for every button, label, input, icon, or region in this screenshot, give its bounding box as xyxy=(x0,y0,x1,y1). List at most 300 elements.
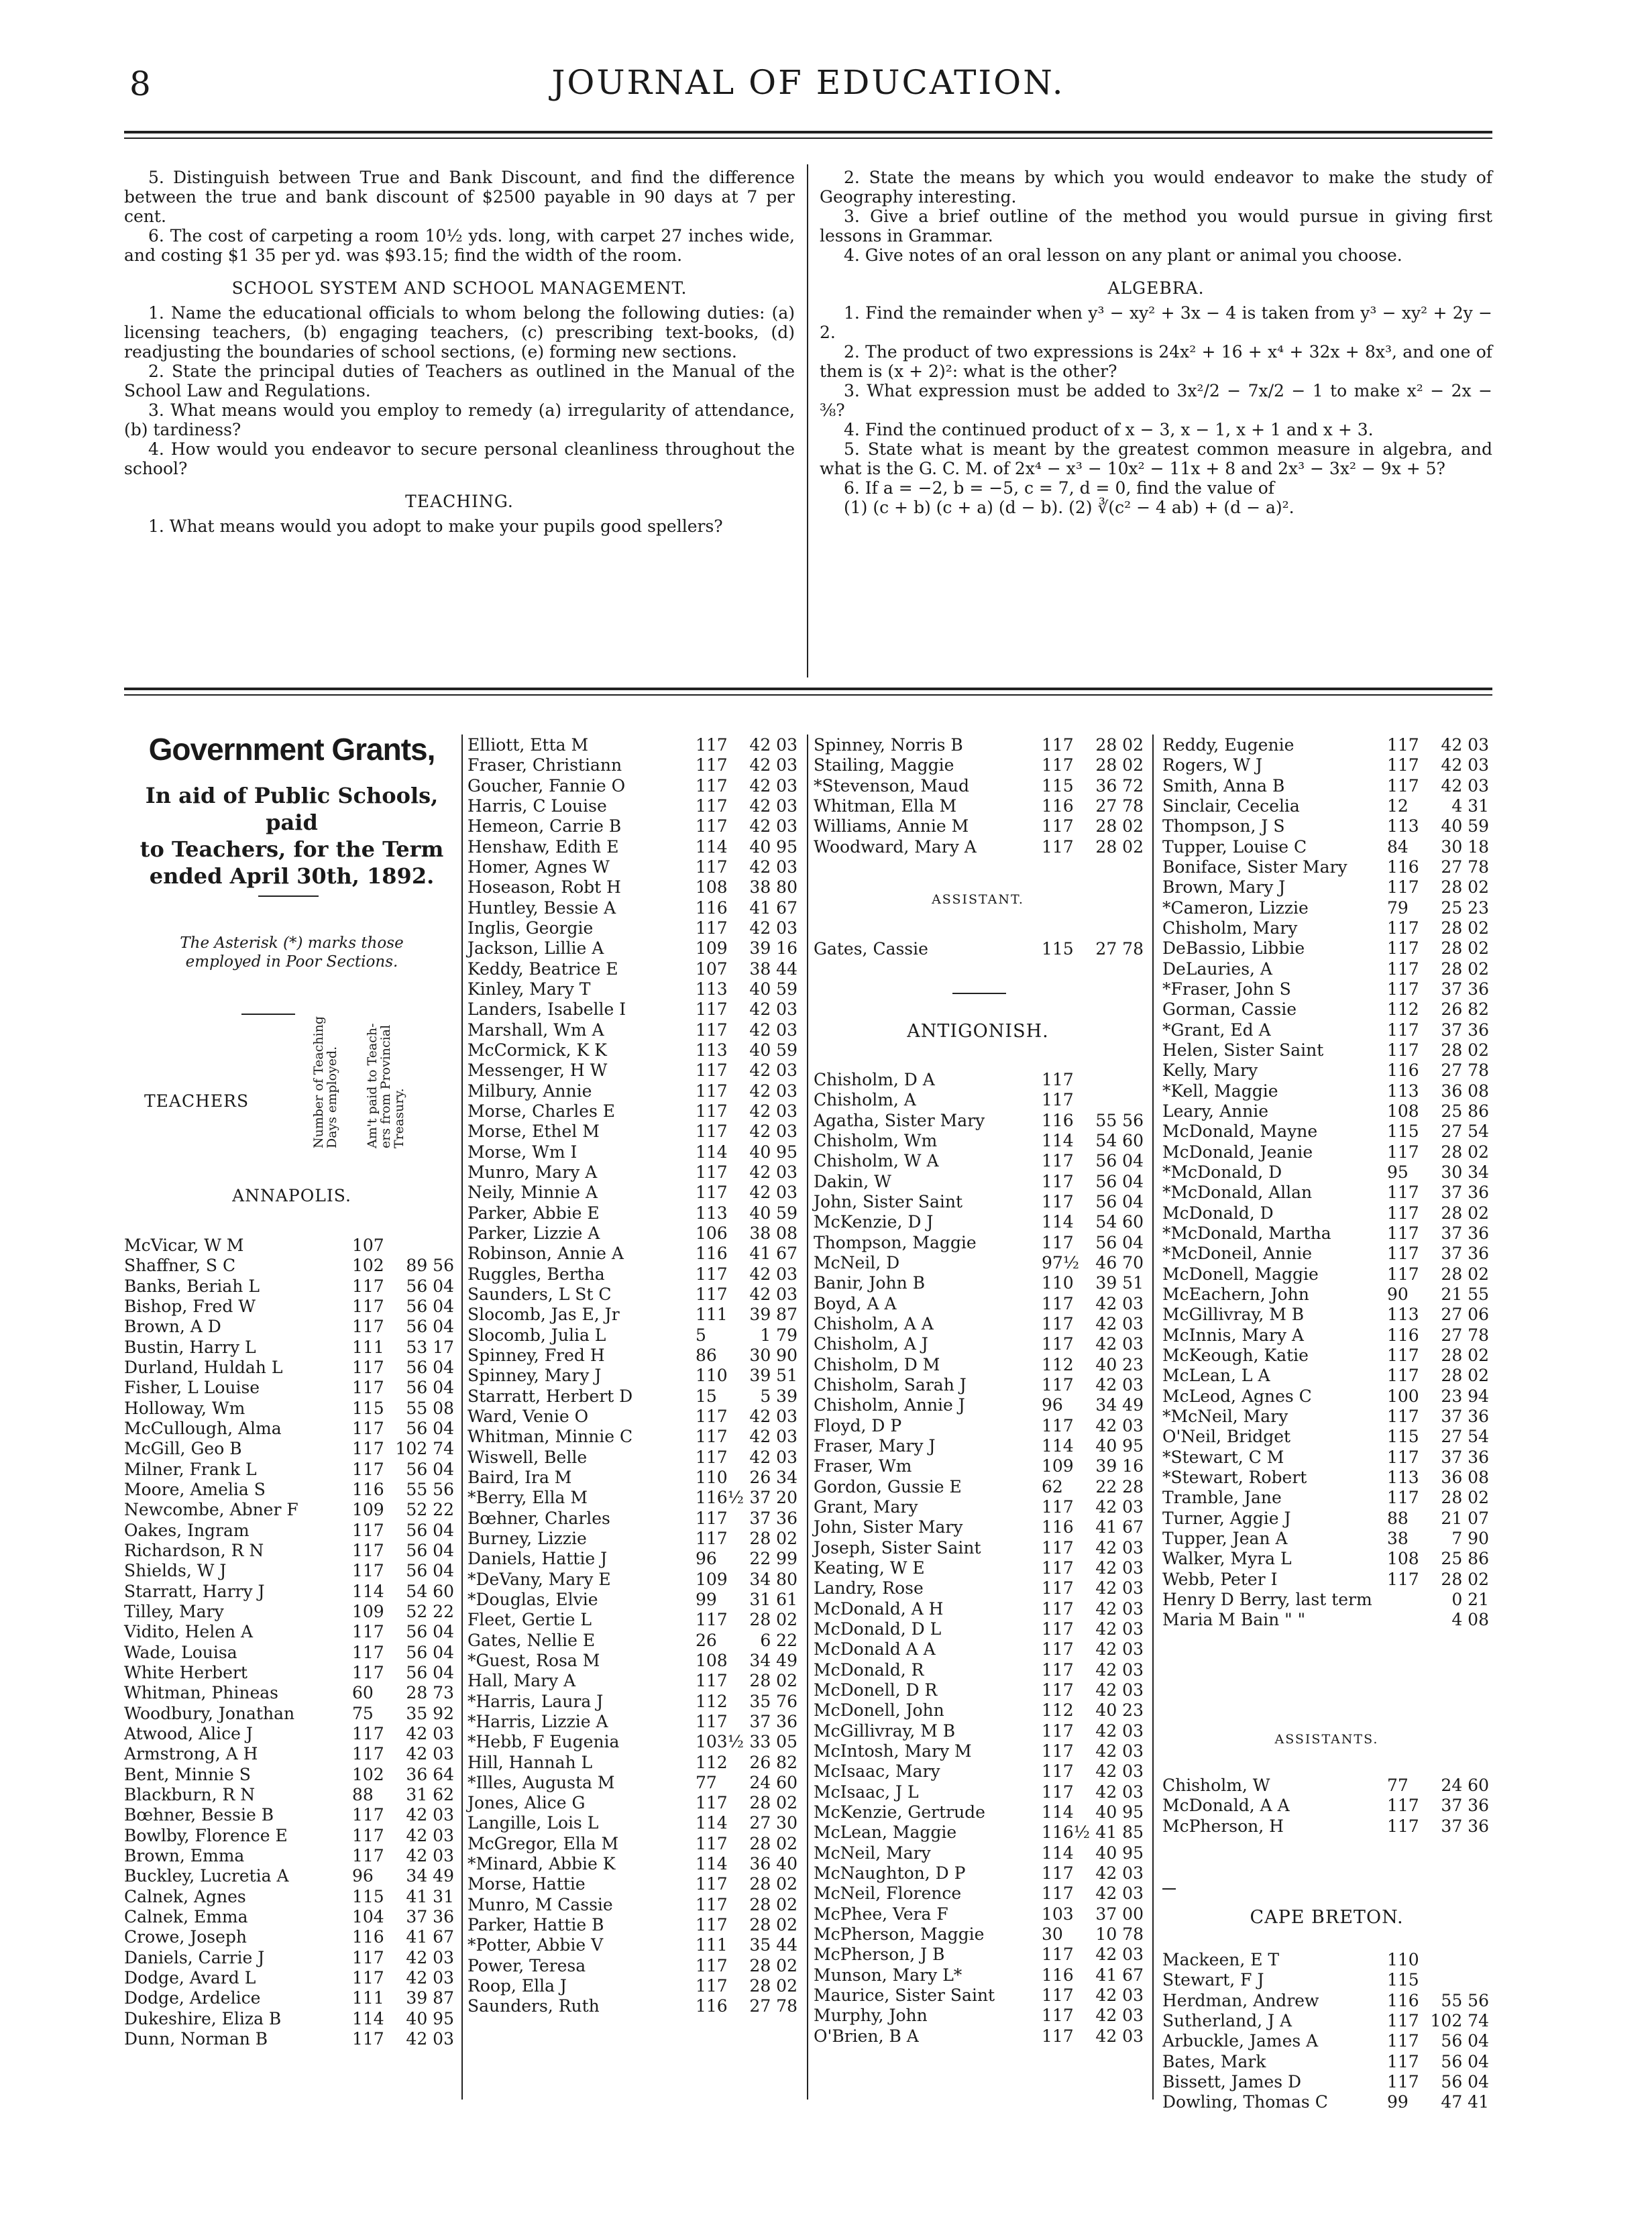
amount-paid: 55 56 xyxy=(406,1479,454,1499)
amount-paid: 42 03 xyxy=(749,1427,797,1447)
teacher-name: Maria M Bain " " xyxy=(1162,1610,1306,1630)
days-employed: 116 xyxy=(1387,1990,1419,2010)
algebra-question: 1. Find the remainder when y³ − xy² + 3x − 4 is taken from y³ − xy² + 2y − 2. xyxy=(820,303,1492,342)
days-employed: 117 xyxy=(696,1101,728,1121)
grant-row xyxy=(467,1509,800,1527)
amount-paid: 56 04 xyxy=(1441,2051,1489,2071)
teacher-name: Dodge, Ardelice xyxy=(124,1988,261,2008)
days-employed: 117 xyxy=(696,1833,728,1853)
grant-row xyxy=(467,959,800,977)
amount-paid: 42 03 xyxy=(1441,735,1489,755)
grant-row xyxy=(814,1477,1146,1495)
amount-paid: 42 03 xyxy=(406,1825,454,1845)
teacher-name: McDonell, John xyxy=(814,1700,944,1721)
teacher-name: Atwood, Alice J xyxy=(124,1723,253,1743)
amount-paid: 39 16 xyxy=(1095,1456,1144,1476)
teacher-name: Kelly, Mary xyxy=(1162,1060,1258,1081)
grant-row xyxy=(124,1907,456,1925)
days-employed: 117 xyxy=(696,1081,728,1101)
days-employed: 115 xyxy=(1387,1122,1419,1142)
teaching-question: 4. Give notes of an oral lesson on any plant or animal you choose. xyxy=(844,246,1402,265)
teacher-name: Dakin, W xyxy=(814,1171,891,1191)
teacher-name: Spinney, Norris B xyxy=(814,735,963,755)
amount-paid: 56 04 xyxy=(406,1317,454,1337)
days-employed: 110 xyxy=(696,1467,728,1487)
grant-row xyxy=(1162,1122,1491,1140)
days-employed: 117 xyxy=(696,1711,728,1731)
amount-paid: 56 04 xyxy=(406,1561,454,1581)
teacher-name: Mackeen, E T xyxy=(1162,1950,1280,1969)
grant-row xyxy=(1162,898,1491,916)
teacher-name: Chisholm, Mary xyxy=(1162,918,1298,938)
school-management-question: 2. State the principal duties of Teachers as outlined in the Manual of the School Law and Regulations. xyxy=(124,362,795,400)
days-employed: 117 xyxy=(1042,1232,1074,1252)
grant-row xyxy=(1162,1142,1491,1160)
teacher-name: *Hebb, F Eugenia xyxy=(467,1732,620,1752)
days-employed: 117 xyxy=(1387,1796,1419,1816)
days-employed: 26 xyxy=(696,1630,717,1650)
grant-row xyxy=(124,1561,456,1579)
teacher-name: McKenzie, Gertrude xyxy=(814,1802,985,1822)
days-employed: 117 xyxy=(1042,1639,1074,1659)
amount-paid: 37 36 xyxy=(1441,1796,1489,1816)
days-employed: 117 xyxy=(1042,1884,1074,1904)
teacher-name: McIntosh, Mary M xyxy=(814,1741,972,1761)
teacher-name: Banir, John B xyxy=(814,1273,926,1293)
amount-paid: 37 36 xyxy=(749,1711,797,1731)
days-employed: 117 xyxy=(1042,1293,1074,1313)
days-employed: 117 xyxy=(1387,877,1419,897)
amount-paid: 10 78 xyxy=(1095,1924,1144,1944)
teacher-name: *Fraser, John S xyxy=(1162,979,1291,999)
teacher-name: *Illes, Augusta M xyxy=(467,1772,615,1792)
teacher-name: Rogers, W J xyxy=(1162,755,1263,775)
teacher-name: *DeVany, Mary E xyxy=(467,1569,611,1589)
teacher-name: McVicar, W M xyxy=(124,1236,244,1255)
teacher-name: McPherson, Maggie xyxy=(814,1924,985,1944)
teacher-name: Leary, Annie xyxy=(1162,1101,1268,1121)
days-employed: 117 xyxy=(1387,2031,1419,2051)
amount-paid: 1 79 xyxy=(760,1325,797,1345)
grant-row xyxy=(814,1965,1146,1983)
teacher-name: *McDonald, Allan xyxy=(1162,1183,1313,1203)
amount-paid: 56 04 xyxy=(1095,1171,1144,1191)
teacher-name: *Berry, Ella M xyxy=(467,1488,588,1508)
teacher-name: Wade, Louisa xyxy=(124,1642,237,1662)
amount-paid: 35 44 xyxy=(749,1935,797,1955)
teaching-question: 1. What means would you adopt to make your pupils good spellers? xyxy=(148,516,723,536)
grant-row xyxy=(467,1223,800,1242)
teacher-name: Baird, Ira M xyxy=(467,1467,572,1487)
teacher-name: McDonald A A xyxy=(814,1639,936,1659)
days-employed: 109 xyxy=(352,1500,384,1520)
days-employed: 117 xyxy=(352,1561,384,1581)
grant-row xyxy=(124,1765,456,1783)
days-employed: 117 xyxy=(1042,1578,1074,1598)
amount-paid: 55 56 xyxy=(1095,1110,1144,1130)
grant-row xyxy=(467,1895,800,1913)
grant-row xyxy=(814,2006,1146,2024)
amount-paid: 56 04 xyxy=(1095,1191,1144,1211)
grant-row xyxy=(814,1131,1146,1149)
grant-row xyxy=(1162,1816,1491,1835)
days-employed: 117 xyxy=(352,1967,384,1988)
days-employed: 116 xyxy=(1387,1325,1419,1345)
grant-row xyxy=(814,1700,1146,1719)
amount-paid: 55 08 xyxy=(406,1398,454,1418)
amount-paid: 28 02 xyxy=(1441,1345,1489,1365)
grant-row xyxy=(1162,918,1491,936)
days-employed: 117 xyxy=(696,1671,728,1691)
teacher-name: *Guest, Rosa M xyxy=(467,1650,600,1670)
grant-row xyxy=(1162,816,1491,834)
teacher-name: Gordon, Gussie E xyxy=(814,1476,962,1497)
teaching-question: 3. Give a brief outline of the method you would pursue in giving first lessons in Grammar. xyxy=(820,207,1492,246)
teacher-name: McCormick, K K xyxy=(467,1040,607,1060)
teacher-name: Tupper, Louise C xyxy=(1162,836,1307,857)
grant-row xyxy=(814,837,1146,855)
teacher-name: *McDoneil, Annie xyxy=(1162,1244,1313,1264)
days-employed: 117 xyxy=(1042,1537,1074,1558)
grant-row xyxy=(1162,1183,1491,1201)
amount-paid: 28 02 xyxy=(1441,877,1489,897)
teacher-name: McNaughton, D P xyxy=(814,1863,966,1883)
grant-row xyxy=(124,1643,456,1661)
days-employed: 116 xyxy=(1042,1965,1074,1985)
teacher-name: Crowe, Joseph xyxy=(124,1927,247,1947)
days-employed: 117 xyxy=(352,1418,384,1438)
teacher-name: *Potter, Abbie V xyxy=(467,1935,604,1955)
grant-row xyxy=(467,837,800,855)
days-employed: 102 xyxy=(352,1764,384,1784)
teacher-name: Ruggles, Bertha xyxy=(467,1264,605,1284)
teacher-name: Stailing, Maggie xyxy=(814,755,954,775)
grant-row xyxy=(1162,1305,1491,1323)
amount-paid: 39 87 xyxy=(406,1988,454,2008)
grant-row xyxy=(124,1785,456,1803)
amount-paid: 27 06 xyxy=(1441,1305,1489,1325)
amount-paid: 28 02 xyxy=(749,1874,797,1894)
teacher-name: *Harris, Laura J xyxy=(467,1691,604,1711)
days-employed: 117 xyxy=(1387,775,1419,796)
grant-row xyxy=(467,1081,800,1099)
amount-paid: 28 02 xyxy=(1441,938,1489,959)
teacher-name: Webb, Peter I xyxy=(1162,1569,1278,1589)
days-employed: 115 xyxy=(1387,1970,1419,1990)
days-employed: 77 xyxy=(696,1772,717,1792)
amount-paid: 7 90 xyxy=(1451,1528,1489,1548)
amount-paid: 27 78 xyxy=(1441,1325,1489,1345)
amount-paid: 42 03 xyxy=(1095,1558,1144,1578)
days-employed: 117 xyxy=(1387,1569,1419,1589)
amount-paid: 42 03 xyxy=(1095,1782,1144,1802)
amount-paid: 6 22 xyxy=(760,1630,797,1650)
teacher-name: Hemeon, Carrie B xyxy=(467,816,622,836)
days-employed: 117 xyxy=(1042,836,1074,857)
grant-row xyxy=(124,1744,456,1762)
days-employed: 114 xyxy=(352,1581,384,1601)
teacher-name: Agatha, Sister Mary xyxy=(814,1110,985,1130)
teacher-name: Chisholm, W A xyxy=(814,1151,939,1171)
teacher-name: Fraser, Mary J xyxy=(814,1435,936,1456)
amount-paid: 4 31 xyxy=(1451,796,1489,816)
days-employed: 117 xyxy=(1042,1191,1074,1211)
amount-paid: 28 02 xyxy=(1441,1264,1489,1284)
teacher-name: McPherson, J B xyxy=(814,1945,945,1965)
algebra-question: 4. Find the continued product of x − 3, x − 1, x + 1 and x + 3. xyxy=(844,420,1374,439)
days-employed: 116½ xyxy=(696,1488,744,1508)
teacher-name: Armstrong, A H xyxy=(124,1744,258,1764)
teacher-name: Keating, W E xyxy=(814,1558,925,1578)
days-employed: 117 xyxy=(1042,1374,1074,1395)
teacher-name: Messenger, H W xyxy=(467,1060,608,1081)
grant-row xyxy=(124,1582,456,1600)
days-employed: 114 xyxy=(352,2008,384,2028)
days-employed: 116 xyxy=(1042,796,1074,816)
grant-row xyxy=(124,1805,456,1823)
amount-paid: 42 03 xyxy=(1095,1863,1144,1883)
days-employed: 117 xyxy=(696,857,728,877)
amount-paid: 56 04 xyxy=(406,1276,454,1296)
grant-row xyxy=(467,755,800,773)
amount-paid: 40 95 xyxy=(406,2008,454,2028)
teacher-name: Fleet, Gertie L xyxy=(467,1610,592,1630)
grant-row xyxy=(1162,2011,1491,2029)
days-employed: 84 xyxy=(1387,836,1409,857)
amount-paid: 42 03 xyxy=(749,1162,797,1182)
grant-row xyxy=(814,1294,1146,1312)
algebra-question: 3. What expression must be added to 3x²/2 − 7x/2 − 1 to make x² − 2x − ⅜? xyxy=(820,381,1492,420)
amount-paid: 42 03 xyxy=(749,1020,797,1040)
days-employed: 108 xyxy=(696,1650,728,1670)
amount-paid: 42 03 xyxy=(749,918,797,938)
grant-row xyxy=(124,1968,456,1986)
teacher-name: Brown, A D xyxy=(124,1317,221,1337)
teacher-name: Parker, Lizzie A xyxy=(467,1223,600,1243)
days-employed: 115 xyxy=(352,1398,384,1418)
grant-row xyxy=(467,1813,800,1831)
days-employed: 117 xyxy=(696,1447,728,1467)
days-employed: 116½ xyxy=(1042,1822,1090,1843)
amount-paid: 36 40 xyxy=(749,1854,797,1874)
days-employed: 117 xyxy=(696,1508,728,1528)
grant-row xyxy=(467,1570,800,1588)
days-employed: 117 xyxy=(1387,1345,1419,1365)
grant-row xyxy=(467,1549,800,1567)
days-employed: 110 xyxy=(1042,1273,1074,1293)
teacher-name: Bœhner, Charles xyxy=(467,1508,610,1528)
teacher-name: Slocomb, Jas E, Jr xyxy=(467,1305,620,1325)
amount-paid: 42 03 xyxy=(749,1081,797,1101)
amount-paid: 27 54 xyxy=(1441,1427,1489,1447)
teacher-name: McDonald, R xyxy=(814,1659,924,1680)
days-employed: 117 xyxy=(696,1528,728,1548)
days-employed: 30 xyxy=(1042,1924,1063,1944)
days-employed: 77 xyxy=(1387,1776,1409,1795)
grant-row xyxy=(467,796,800,814)
teacher-name: Whitman, Ella M xyxy=(814,796,957,816)
teacher-name: Power, Teresa xyxy=(467,1955,586,1975)
grant-row xyxy=(124,1948,456,1966)
teacher-name: Morse, Hattie xyxy=(467,1874,586,1894)
amount-paid: 42 03 xyxy=(1095,1639,1144,1659)
teacher-name: Daniels, Hattie J xyxy=(467,1549,608,1569)
days-employed: 117 xyxy=(696,1284,728,1304)
amount-paid: 28 02 xyxy=(749,1955,797,1975)
teacher-name: Morse, Ethel M xyxy=(467,1122,600,1142)
teacher-name: Slocomb, Julia L xyxy=(467,1325,606,1345)
teaching-heading: TEACHING. xyxy=(405,492,514,511)
days-employed: 117 xyxy=(1387,938,1419,959)
days-employed: 109 xyxy=(1042,1456,1074,1476)
days-employed: 117 xyxy=(696,816,728,836)
amount-paid: 37 36 xyxy=(1441,979,1489,999)
days-employed: 111 xyxy=(696,1935,728,1955)
grant-row xyxy=(124,1704,456,1722)
grant-row xyxy=(124,1480,456,1498)
grant-row xyxy=(467,1325,800,1344)
grant-row xyxy=(124,1826,456,1844)
grant-row xyxy=(814,1884,1146,1902)
days-employed: 115 xyxy=(1042,939,1074,959)
teacher-name: Parker, Abbie E xyxy=(467,1203,600,1223)
teacher-name: DeBassio, Libbie xyxy=(1162,938,1305,959)
days-employed: 86 xyxy=(696,1345,717,1365)
teacher-name: Brown, Mary J xyxy=(1162,877,1286,897)
teacher-name: *Kell, Maggie xyxy=(1162,1081,1278,1101)
teacher-name: Thompson, Maggie xyxy=(814,1232,977,1252)
teacher-name: Sutherland, J A xyxy=(1162,2010,1292,2030)
teacher-name: Henry D Berry, last term xyxy=(1162,1589,1372,1609)
days-employed: 117 xyxy=(352,1723,384,1743)
grant-row xyxy=(467,1976,800,1994)
grant-row xyxy=(814,1172,1146,1190)
days-employed: 103 xyxy=(1042,1904,1074,1924)
teacher-name: McIsaac, J L xyxy=(814,1782,919,1802)
grant-row xyxy=(1162,1970,1491,1988)
teacher-name: O'Brien, B A xyxy=(814,2026,919,2046)
amount-paid: 28 02 xyxy=(1095,735,1144,755)
teacher-name: Arbuckle, James A xyxy=(1162,2031,1319,2051)
days-employed: 117 xyxy=(696,1793,728,1813)
grant-row xyxy=(1162,1366,1491,1384)
days-employed: 117 xyxy=(1042,1761,1074,1782)
grant-row xyxy=(814,1517,1146,1535)
days-employed: 117 xyxy=(1387,2051,1419,2071)
days-employed: 117 xyxy=(1042,1070,1074,1089)
grant-row xyxy=(1162,1162,1491,1181)
amount-paid: 37 00 xyxy=(1095,1904,1144,1924)
amount-paid: 42 03 xyxy=(406,1947,454,1967)
amount-paid: 54 60 xyxy=(1095,1130,1144,1150)
algebra-question: 2. The product of two expressions is 24x² + 16 + x⁴ + 32x + 8x³, and one of them is (x + 2)²: what is the other? xyxy=(820,342,1492,381)
amount-paid: 37 36 xyxy=(1441,1183,1489,1203)
teacher-name: Gates, Nellie E xyxy=(467,1630,596,1650)
teacher-name: Helen, Sister Saint xyxy=(1162,1040,1324,1060)
days-employed: 106 xyxy=(696,1223,728,1243)
teacher-name: McPhee, Vera F xyxy=(814,1904,948,1924)
days-employed: 5 xyxy=(696,1325,706,1345)
teacher-name: *Stevenson, Maud xyxy=(814,775,969,796)
teacher-name: Tupper, Jean A xyxy=(1162,1528,1288,1548)
days-employed: 113 xyxy=(1387,1081,1419,1101)
teaching-question: 2. State the means by which you would endeavor to make the study of Geography interesting. xyxy=(820,168,1492,207)
grant-row xyxy=(814,1761,1146,1780)
grant-row xyxy=(467,1162,800,1181)
amount-paid: 28 02 xyxy=(1441,959,1489,979)
amount-paid: 40 59 xyxy=(749,1203,797,1223)
days-employed: 117 xyxy=(696,1060,728,1081)
grant-row xyxy=(814,1192,1146,1210)
days-employed: 117 xyxy=(352,2028,384,2049)
days-employed: 117 xyxy=(352,1622,384,1642)
days-employed: 113 xyxy=(696,1040,728,1060)
grant-row xyxy=(814,1212,1146,1230)
teacher-name: Williams, Annie M xyxy=(814,816,969,836)
days-employed: 117 xyxy=(352,1520,384,1540)
teacher-name: Parker, Hattie B xyxy=(467,1915,604,1935)
amount-paid: 102 74 xyxy=(1430,2010,1489,2030)
amount-paid: 42 03 xyxy=(1441,755,1489,775)
days-employed: 117 xyxy=(696,1976,728,1996)
teacher-name: McGillivray, M B xyxy=(814,1721,956,1741)
grant-row xyxy=(814,1334,1146,1352)
days-employed: 117 xyxy=(352,1662,384,1682)
amount-paid: 24 60 xyxy=(1441,1776,1489,1795)
header-rule-thin xyxy=(124,138,1492,139)
amount-paid: 25 23 xyxy=(1441,897,1489,918)
teacher-name: *Stewart, C M xyxy=(1162,1447,1284,1467)
amount-paid: 42 03 xyxy=(406,1723,454,1743)
days-employed: 60 xyxy=(352,1683,374,1703)
days-employed: 112 xyxy=(696,1691,728,1711)
amount-paid: 56 04 xyxy=(1095,1232,1144,1252)
teacher-name: Keddy, Beatrice E xyxy=(467,959,618,979)
days-employed: 117 xyxy=(1387,1244,1419,1264)
grant-row xyxy=(124,1297,456,1315)
teacher-name: McInnis, Mary A xyxy=(1162,1325,1304,1345)
amount-paid: 42 03 xyxy=(1095,1985,1144,2005)
teacher-name: McEachern, John xyxy=(1162,1284,1309,1304)
school-management-question: 4. How would you endeavor to secure personal cleanliness throughout the school? xyxy=(124,439,795,478)
grant-row xyxy=(814,1436,1146,1454)
amount-paid: 40 95 xyxy=(749,1142,797,1162)
teacher-name: McKeough, Katie xyxy=(1162,1345,1309,1365)
days-employed: 115 xyxy=(1387,1427,1419,1447)
days-employed: 117 xyxy=(696,1610,728,1630)
teacher-name: Burney, Lizzie xyxy=(467,1528,587,1548)
teacher-name: Ward, Venie O xyxy=(467,1406,589,1426)
grant-row xyxy=(1162,755,1491,773)
amount-paid: 36 64 xyxy=(406,1764,454,1784)
amount-paid: 42 03 xyxy=(749,1060,797,1081)
grant-row xyxy=(814,735,1146,753)
days-employed: 117 xyxy=(1042,755,1074,775)
questions-column-right xyxy=(820,168,1492,517)
days-employed: 117 xyxy=(1042,1741,1074,1761)
teacher-name: Daniels, Carrie J xyxy=(124,1947,265,1967)
grant-row xyxy=(467,1915,800,1933)
days-employed: 117 xyxy=(352,1845,384,1865)
teacher-name: Marshall, Wm A xyxy=(467,1020,604,1040)
column-divider xyxy=(1152,734,1154,2100)
amount-paid: 42 03 xyxy=(1095,1721,1144,1741)
grant-row xyxy=(124,1724,456,1742)
grant-row xyxy=(124,1521,456,1539)
grant-row xyxy=(467,1427,800,1445)
grant-row xyxy=(467,1529,800,1547)
grant-row xyxy=(1162,1060,1491,1079)
